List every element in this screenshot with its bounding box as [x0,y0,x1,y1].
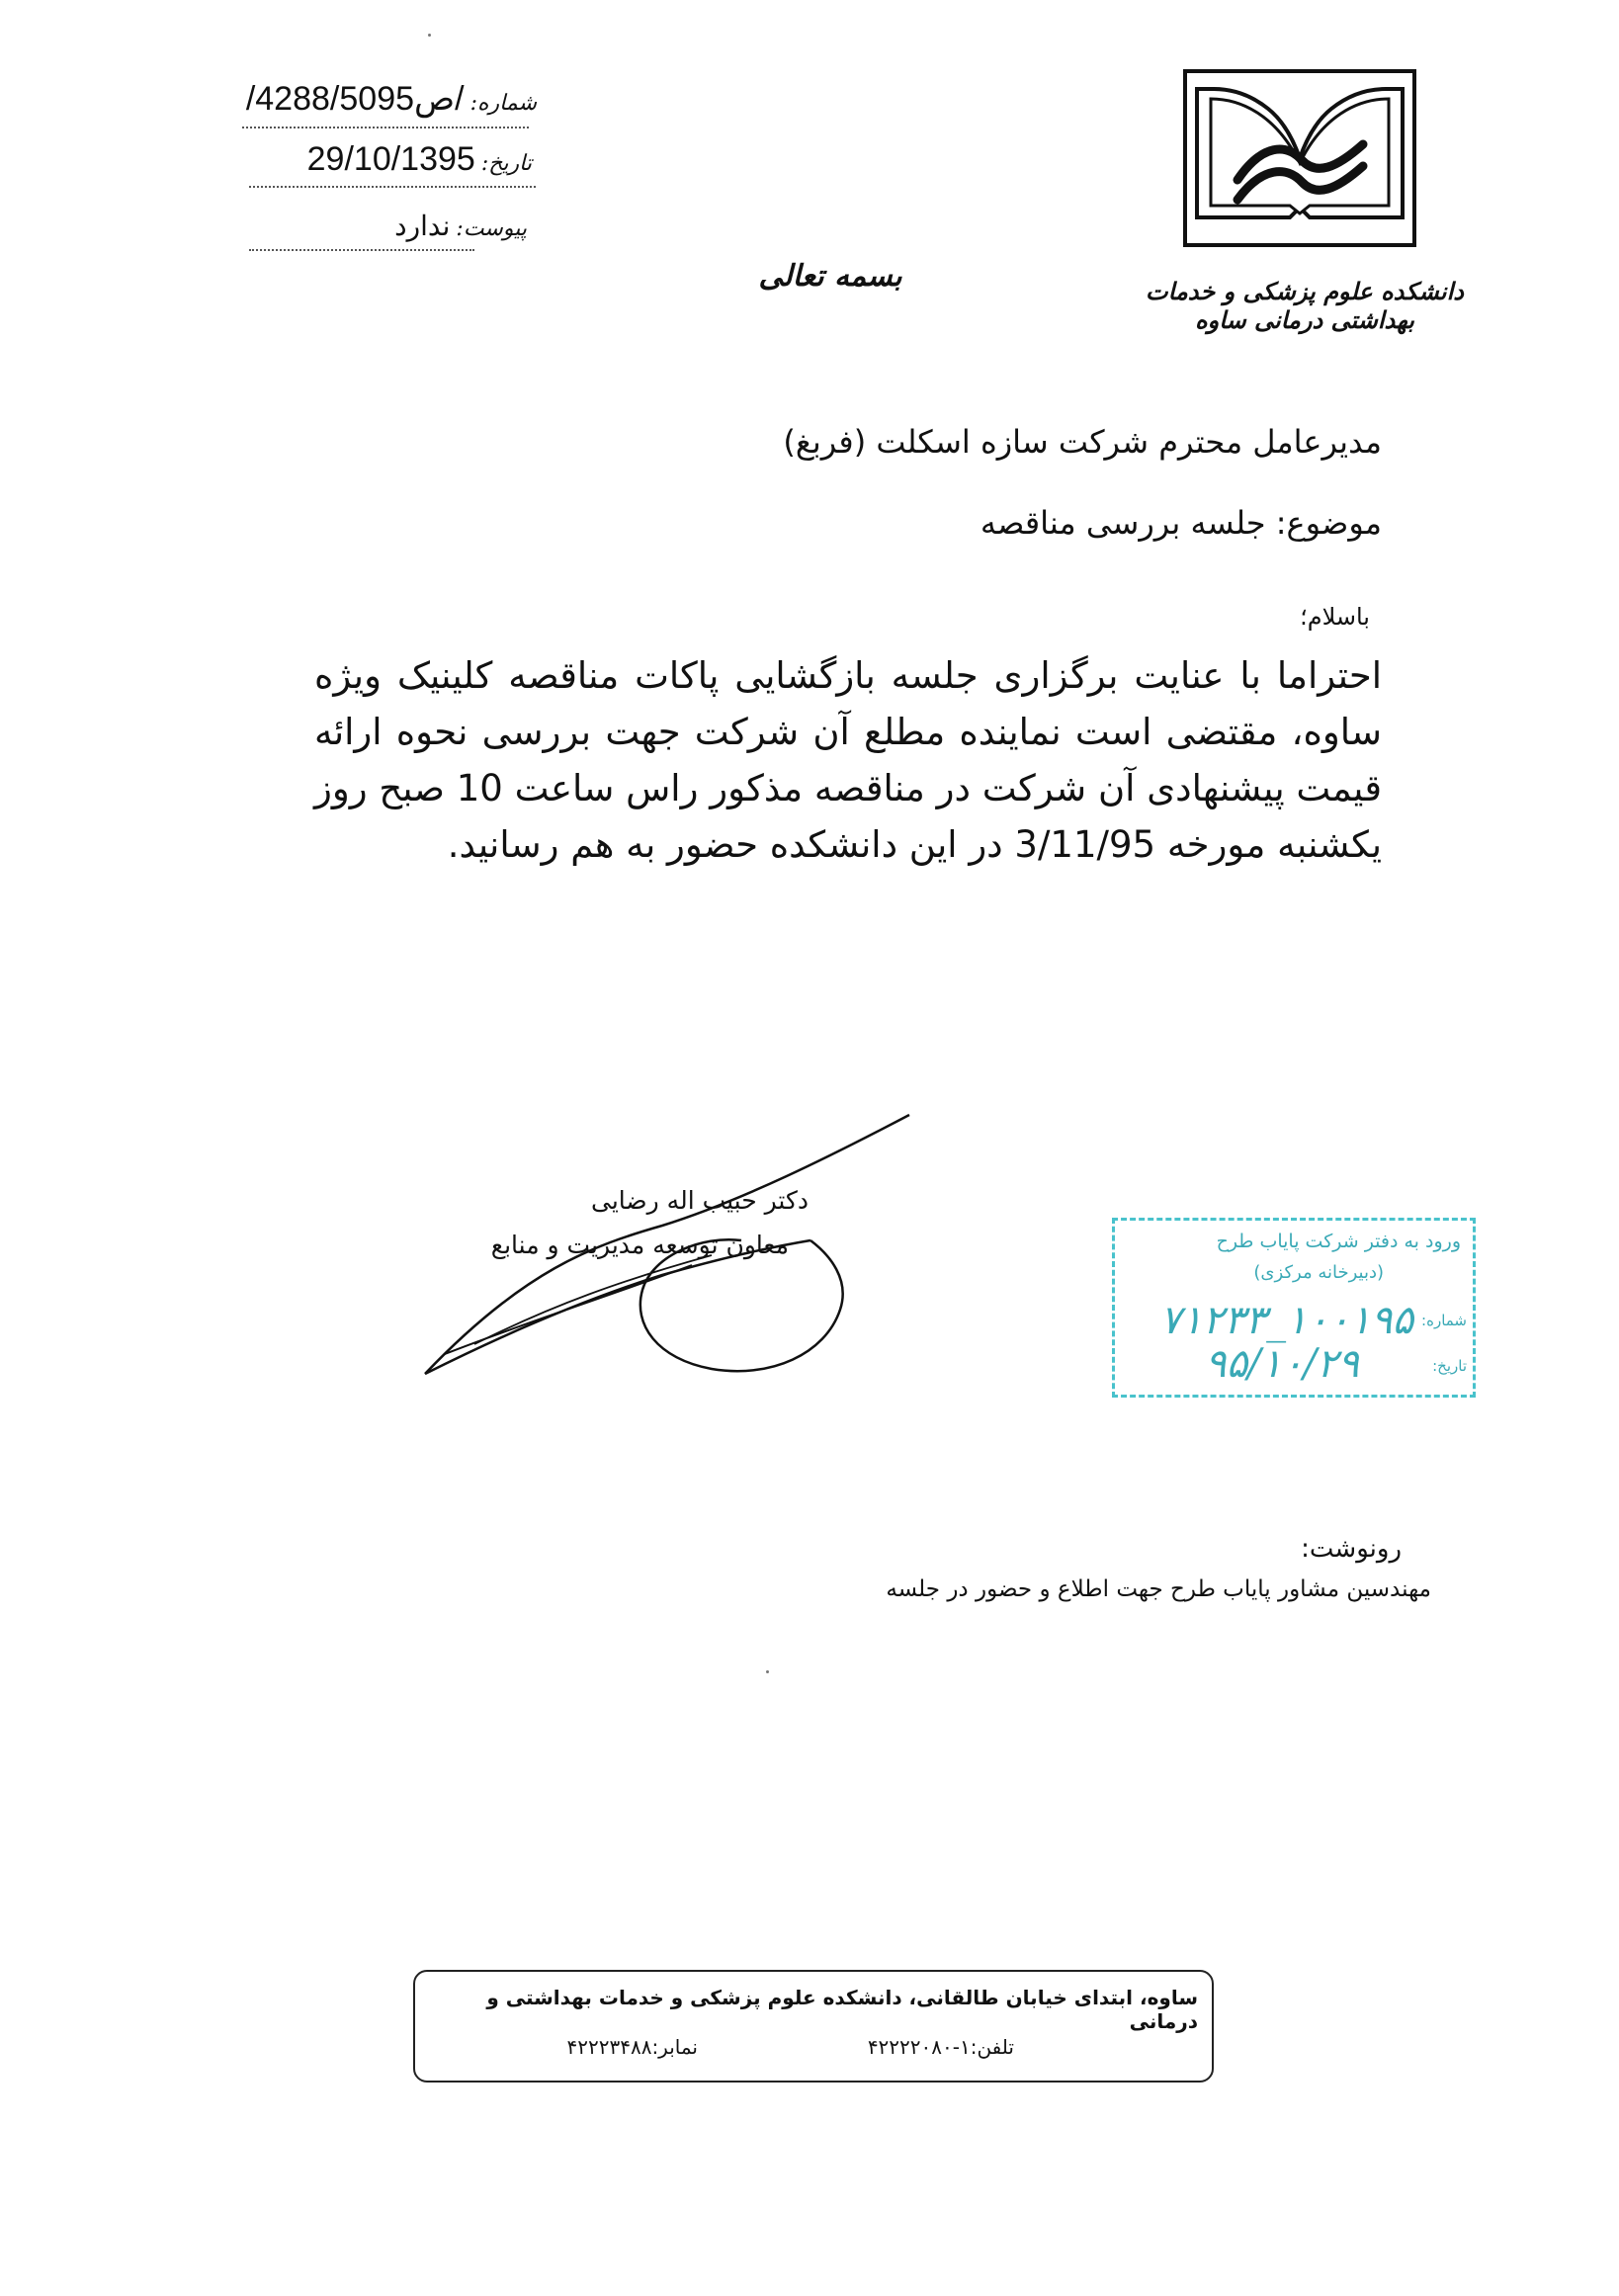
number-dotline [242,127,529,128]
letter-number-value: /4288/50ص95/ [245,80,465,118]
footer-address: ساوه، ابتدای خیابان طالقانی، دانشکده علوم پزشکی و خدمات بهداشتی و درمانی [486,1986,1198,2033]
letter-attachment-field [394,210,527,242]
letter-attachment-label: پیوست: [456,216,527,241]
letter-attachment-value: ندارد [394,211,451,241]
letter-body: احتراما با عنایت برگزاری جلسه بازگشایی پاکات مناقصه کلینیک ویژه ساوه، مقتضی است نماینده مطلع آن شرکت جهت بررسی نحوه ارائه قیمت پیشنهادی آن شرکت در مناقصه مذکور راس ساعت 10 صبح روز یکشنبه مورخه 3/11/95 در این دانشکده حضور به هم رسانید. [314,654,1383,866]
letter-subject: موضوع: جلسه بررسی مناقصه [980,504,1382,542]
letter-addressee: مدیرعامل محترم شرکت سازه اسکلت (فربغ) [783,423,1382,461]
basmala: بسمه تعالی [758,259,902,294]
stamp-number-value: ۱۰۰۱۹۵_۷۱۲۳۳ [1159,1298,1413,1343]
date-dotline [249,186,536,188]
scan-speck [766,1670,769,1673]
letter-number-field [246,79,537,119]
attachment-dotline [249,249,474,251]
signatory-name: دکتر حبیب اله رضایی [591,1186,809,1215]
letter-date-field [307,140,532,179]
stamp-number-label: شماره: [1421,1312,1467,1329]
stamp-date-value: ۹۵/۱۰/۲۹ [1205,1341,1359,1387]
received-stamp [1112,1218,1476,1398]
cc-recipient: مهندسین مشاور پایاب طرح جهت اطلاع و حضور در جلسه [886,1576,1431,1602]
signatory-title: معاون توسعه مدیریت و منابع [490,1231,789,1259]
stamp-line-company: ورود به دفتر شرکت پایاب طرح [1216,1231,1461,1252]
letter-date-value: 29/10/1395 [306,140,475,178]
university-name: دانشکده علوم پزشکی و خدمات بهداشتی درمانی ساوه [1146,277,1464,334]
letter-greeting: باسلام؛ [1300,603,1370,631]
cc-label: رونوشت: [1301,1534,1402,1564]
stamp-date-label: تاریخ: [1432,1357,1467,1375]
footer-contact-box [413,1970,1214,2083]
footer-fax: نمابر:۴۲۲۲۳۴۸۸ [566,2035,698,2059]
letter-number-label: شماره: [469,91,537,116]
stamp-line-secretariat: (دبیرخانه مرکزی) [1253,1262,1384,1283]
letter-date-label: تاریخ: [480,151,532,176]
footer-phone: تلفن:۱-۴۲۲۲۲۰۸۰ [867,2035,1014,2059]
scan-speck [428,34,431,37]
university-logo-icon [1183,69,1416,247]
